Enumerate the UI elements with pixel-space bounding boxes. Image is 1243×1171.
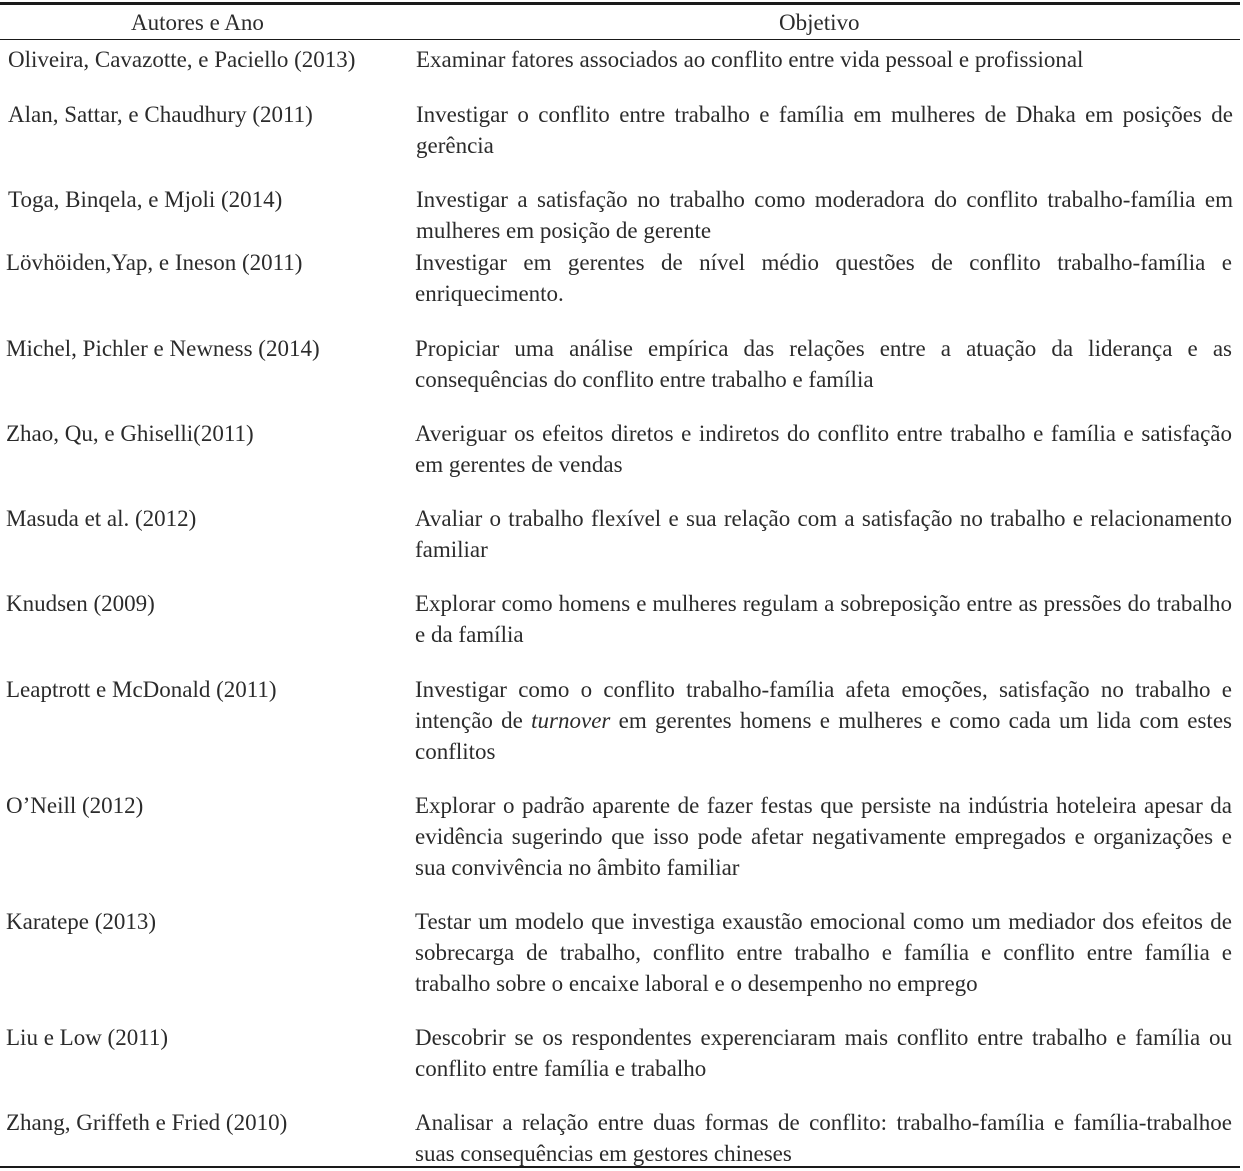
header-rule — [0, 39, 1240, 40]
objective-text: em gerentes homens e mulheres e como cada um lida com estes conflitos — [415, 708, 1232, 764]
row-objective: Descobrir se os respondentes experenciaram mais conflito entre trabalho e família ou conflito entre família e trabalho — [415, 1025, 1232, 1081]
row-authors: Knudsen (2009) — [6, 591, 155, 616]
row-authors: Toga, Binqela, e Mjoli (2014) — [8, 187, 283, 212]
row-objective: Propiciar uma análise empírica das relações entre a atuação da liderança e as consequências do conflito entre trabalho e família — [415, 336, 1232, 392]
table-bottom-rule — [0, 1166, 1240, 1168]
header-authors: Autores e Ano — [131, 10, 264, 35]
row-authors: Alan, Sattar, e Chaudhury (2011) — [8, 102, 313, 127]
row-authors: Leaptrott e McDonald (2011) — [6, 677, 277, 702]
row-objective: Avaliar o trabalho flexível e sua relação com a satisfação no trabalho e relacionamento familiar — [415, 506, 1232, 562]
row-objective: Explorar como homens e mulheres regulam a sobreposição entre as pressões do trabalho e da família — [415, 591, 1232, 647]
row-authors: Masuda et al. (2012) — [6, 506, 197, 531]
row-authors: O’Neill (2012) — [6, 793, 144, 818]
row-authors: Liu e Low (2011) — [6, 1025, 169, 1050]
row-objective: Investigar em gerentes de nível médio questões de conflito trabalho-família e enriquecimento. — [415, 250, 1232, 306]
row-objective: Analisar a relação entre duas formas de conflito: trabalho-família e família-trabalhoe suas consequências em gestores chineses — [415, 1110, 1232, 1166]
row-objective: Testar um modelo que investiga exaustão emocional como um mediador dos efeitos de sobrecarga de trabalho, conflito entre trabalho e família e conflito entre família e trabalho sobre o encaixe laboral e o desempenho no emprego — [415, 909, 1232, 996]
row-authors: Zhao, Qu, e Ghiselli(2011) — [6, 421, 254, 446]
header-objective: Objetivo — [779, 10, 860, 35]
row-objective: Investigar o conflito entre trabalho e família em mulheres de Dhaka em posições de gerência — [416, 102, 1233, 158]
row-authors: Zhang, Griffeth e Fried (2010) — [6, 1110, 288, 1135]
row-authors: Lövhöiden,Yap, e Ineson (2011) — [6, 250, 303, 275]
row-objective — [415, 674, 1232, 767]
row-authors: Karatepe (2013) — [6, 909, 157, 934]
row-authors: Michel, Pichler e Newness (2014) — [6, 336, 320, 361]
objective-text: Investigar como o conflito trabalho-família afeta emoções, satisfação no trabalho e intenção de — [415, 677, 1232, 733]
row-objective: Averiguar os efeitos diretos e indiretos do conflito entre trabalho e família e satisfação em gerentes de vendas — [415, 421, 1232, 477]
row-objective: Investigar a satisfação no trabalho como moderadora do conflito trabalho-família em mulheres em posição de gerente — [416, 187, 1233, 243]
row-objective: Examinar fatores associados ao conflito entre vida pessoal e profissional — [416, 47, 1084, 72]
objective-italic-term: turnover — [531, 708, 611, 733]
row-authors: Oliveira, Cavazotte, e Paciello (2013) — [8, 47, 356, 72]
table-top-rule — [0, 2, 1240, 5]
row-objective: Explorar o padrão aparente de fazer festas que persiste na indústria hoteleira apesar da evidência sugerindo que isso pode afetar negativamente empregados e organizações e sua convivência no âmbito familiar — [415, 793, 1232, 880]
